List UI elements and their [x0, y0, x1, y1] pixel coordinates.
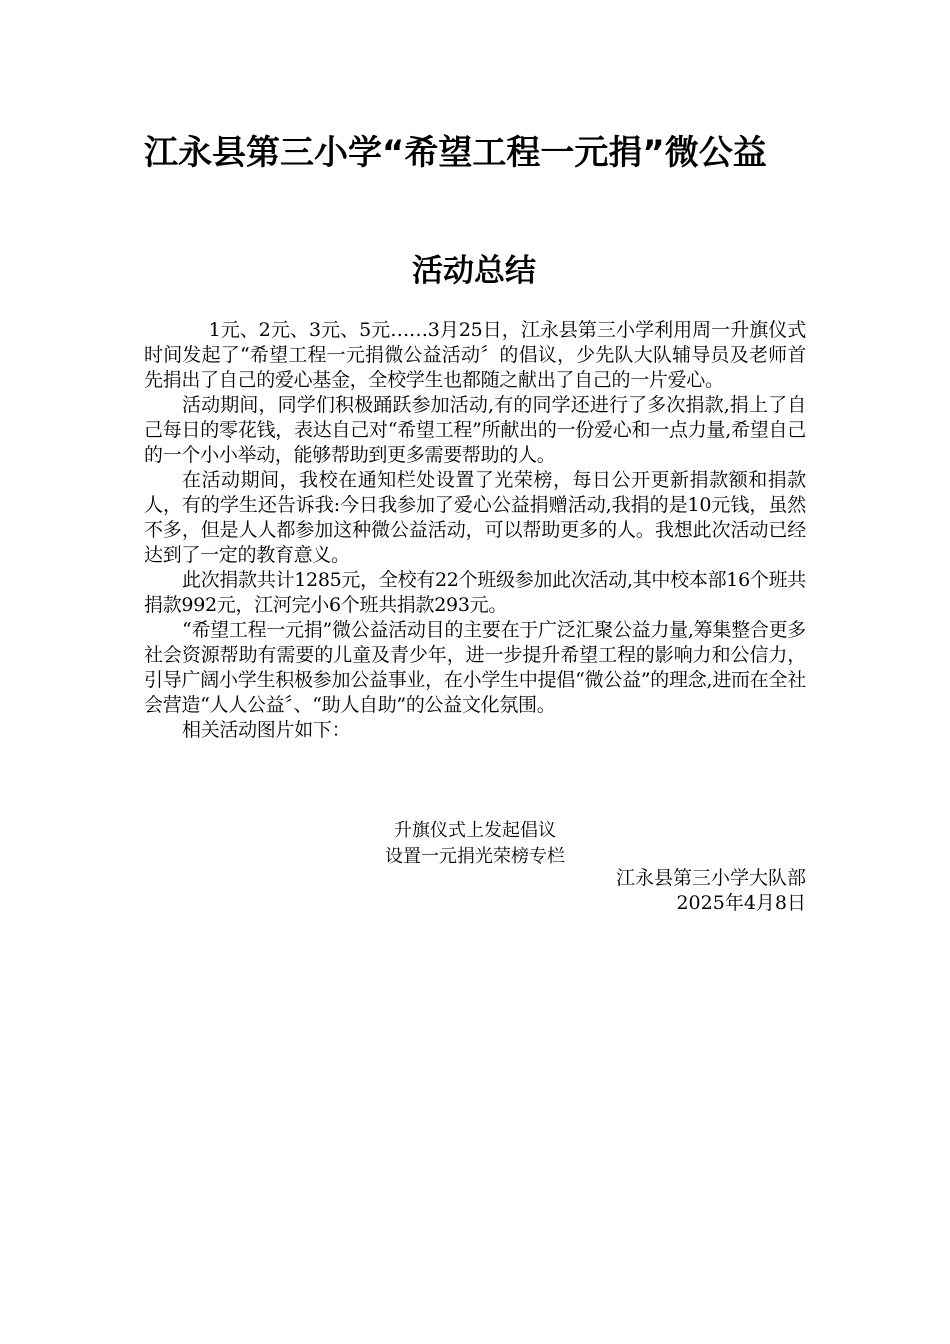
photo-caption-flag-ceremony: 升旗仪式上发起倡议 — [394, 820, 556, 841]
paragraph-honor-roll: 在活动期间，我校在通知栏处设置了光荣榜，每日公开更新捐款额和捐款人，有的学生还告诉我:今日我参加了爱心公益捐赠活动,我捐的是10元钱，虽然不多，但是人人都参加这种微公益活动，可以帮助更多的人。我想此次活动已经达到了一定的教育意义。 — [144, 469, 806, 566]
document-subtitle: 活动总结 — [412, 253, 536, 289]
document-title: 江永县第三小学“希望工程一元捐”微公益 — [144, 133, 767, 173]
photo-captions — [144, 818, 806, 870]
document-body — [144, 318, 806, 743]
paragraph-intro: 1元、2元、3元、5元……3月25日，江永县第三小学利用周一升旗仪式时间发起了“希望工程一元捐微公益活动〞的倡议，少先队大队辅导员及老师首先捐出了自己的爱心基金，全校学生也都随之献出了自己的一片爱心。 — [144, 319, 806, 391]
signature-organization: 江永县第三小学大队部 — [615, 867, 806, 889]
paragraph-donation-total: 此次捐款共计1285元，全校有22个班级参加此次活动,其中校本部16个班共捐款992元，江河完小6个班共捐款293元。 — [144, 569, 806, 616]
signature-block — [616, 866, 806, 916]
photo-caption-honor-board: 设置一元捐光荣榜专栏 — [385, 846, 565, 867]
paragraph-purpose: “希望工程一元捐”微公益活动目的主要在于广泛汇聚公益力量,筹集整合更多社会资源帮助有需要的儿童及青少年，进一步提升希望工程的影响力和公信力，引导广阔小学生积极参加公益事业，在小学生中提倡“微公益”的理念,进而在全社会营造“人人公益〞、“助人自助”的公益文化氛围。 — [144, 619, 806, 716]
paragraph-photos-intro: 相关活动图片如下： — [182, 719, 351, 741]
signature-date: 2025年4月8日 — [676, 892, 806, 914]
paragraph-activity: 活动期间，同学们积极踊跃参加活动,有的同学还进行了多次捐款,捐上了自己每日的零花钱，表达自己对“希望工程”所献出的一份爱心和一点力量,希望自己的一个小小举动，能够帮助到更多需要帮助的人。 — [144, 394, 806, 466]
